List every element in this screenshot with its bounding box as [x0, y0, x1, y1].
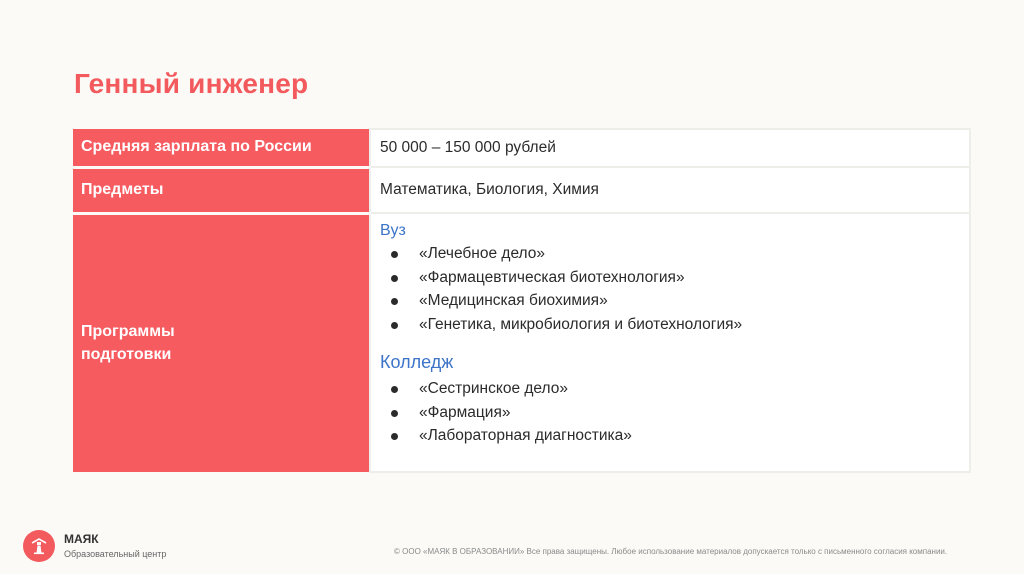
university-list — [380, 242, 969, 336]
list-item: «Фармация» — [380, 401, 969, 425]
college-title: Колледж — [380, 352, 454, 372]
copyright-notice: © ООО «МАЯК В ОБРАЗОВАНИИ» Все права защищены. Любое использование материалов допускается только с письменного согласия компании. — [394, 547, 948, 556]
brand-name: МАЯК — [64, 532, 99, 546]
table-row-programs — [73, 213, 970, 472]
bullet-icon — [391, 433, 398, 440]
bullet-icon — [391, 275, 398, 282]
lighthouse-icon — [23, 530, 55, 562]
programs-value — [370, 213, 970, 472]
subjects-label: Предметы — [73, 167, 370, 213]
university-title: Вуз — [380, 222, 406, 239]
bullet-icon — [391, 386, 398, 393]
page-title: Генный инженер — [74, 68, 309, 99]
list-item: «Медицинская биохимия» — [380, 289, 969, 313]
list-item: «Лабораторная диагностика» — [380, 424, 969, 448]
college-list — [380, 377, 969, 448]
table-row-salary — [73, 129, 970, 167]
bullet-icon — [391, 410, 398, 417]
programs-label-line2: подготовки — [81, 346, 172, 364]
lighthouse-glyph — [29, 536, 49, 556]
salary-value: 50 000 – 150 000 рублей — [370, 129, 970, 167]
list-item: «Сестринское дело» — [380, 377, 969, 401]
bullet-icon — [391, 322, 398, 329]
bullet-icon — [391, 298, 398, 305]
programs-label-line1: Программы — [81, 323, 175, 341]
list-item: «Фармацевтическая биотехнология» — [380, 266, 969, 290]
salary-label: Средняя зарплата по России — [73, 129, 370, 167]
career-info-table — [73, 128, 971, 473]
subjects-value: Математика, Биология, Химия — [370, 167, 970, 213]
brand-subtitle: Образовательный центр — [64, 549, 167, 559]
programs-label — [73, 213, 370, 472]
table-row-subjects — [73, 167, 970, 213]
bullet-icon — [391, 251, 398, 258]
list-item: «Генетика, микробиология и биотехнология» — [380, 313, 969, 337]
list-item: «Лечебное дело» — [380, 242, 969, 266]
